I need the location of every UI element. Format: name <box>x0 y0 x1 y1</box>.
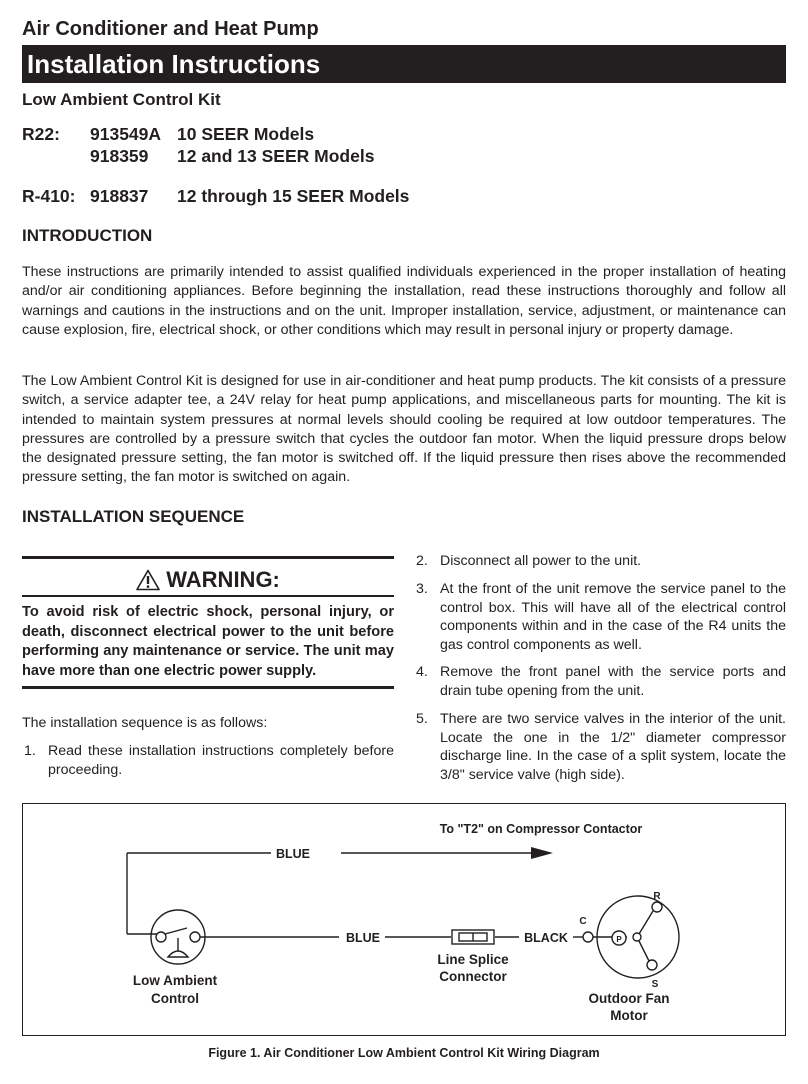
model-part-number: 918359 <box>90 146 149 166</box>
warning-rule-bottom <box>22 686 394 689</box>
wiring-diagram-frame <box>22 803 786 1036</box>
warning-title-row <box>22 567 394 595</box>
list-item <box>416 580 786 654</box>
arrow-head <box>531 847 553 859</box>
step-number: 4. <box>416 664 428 680</box>
warning-box <box>22 556 394 689</box>
step-text: Read these installation instructions completely before proceeding. <box>48 743 394 778</box>
wire-label-blue-mid: BLUE <box>345 931 381 945</box>
step-number: 2. <box>416 553 428 569</box>
model-description: 12 through 15 SEER Models <box>177 186 410 206</box>
warning-triangle-icon <box>136 567 166 592</box>
wire-label-blue-top: BLUE <box>275 847 311 861</box>
to-compressor-contactor-label: To "T2" on Compressor Contactor <box>439 822 643 836</box>
model-description: 10 SEER Models <box>177 124 315 144</box>
list-item <box>416 710 786 784</box>
model-refrigerant: R-410: <box>22 186 76 206</box>
introduction-paragraph-1: These instructions are primarily intended to assist qualified individuals experienced in the proper installation of heating and/or air conditioning appliances. Before beginning the installation, read these instructions thoroughly and follow all warnings and cautions in the instructions and on the unit. Improper installation, service, adjustment, or maintenance can cause explosion, fire, electrical shock, or other conditions which may result in personal injury or property damage. <box>22 264 786 338</box>
terminal-label-s: S <box>651 979 659 990</box>
line-splice-label-2: Connector <box>439 969 507 984</box>
low-ambient-control-label-1: Low Ambient <box>132 973 218 988</box>
installation-sequence-heading: INSTALLATION SEQUENCE <box>22 507 245 526</box>
list-item <box>416 552 786 571</box>
model-part-number: 918837 <box>90 186 149 206</box>
warning-text: To avoid risk of electric shock, personal injury, or death, disconnect electrical power to the unit before performing any maintenance or service. The unit may have more than one electric power supply. <box>22 604 394 680</box>
introduction-paragraph-2: The Low Ambient Control Kit is designed for use in air-conditioner and heat pump products. The kit consists of a pressure switch, a service adapter tee, a 24V relay for heat pump applications, and miscellaneous parts for mounting. The kit is intended to maintain system pressures at normal levels should cooling be required at low outdoor temperatures. The pressures are controlled by a pressure switch that cycles the outdoor fan motor. When the liquid pressure drops below the designated pressure setting, the fan motor is switched off. If the liquid pressure then rises above the recommended pressure setting, the fan motor is switched on again. <box>22 373 786 486</box>
figure-caption: Figure 1. Air Conditioner Low Ambient Control Kit Wiring Diagram <box>208 1046 600 1060</box>
step-text: Disconnect all power to the unit. <box>440 553 642 569</box>
introduction-heading: INTRODUCTION <box>22 226 153 245</box>
outdoor-fan-motor-label-2: Motor <box>610 1008 648 1023</box>
document-category-title: Air Conditioner and Heat Pump <box>22 18 319 40</box>
warning-rule-mid <box>22 595 394 597</box>
list-item <box>24 742 394 779</box>
model-refrigerant: R22: <box>22 124 60 144</box>
model-description: 12 and 13 SEER Models <box>177 146 375 166</box>
title-banner <box>22 45 786 83</box>
terminal-label-c: C <box>579 916 587 927</box>
step-text: At the front of the unit remove the service panel to the control box. This will have all of the electrical control components within and in the case of the R4 units the gas control components as well. <box>440 581 786 653</box>
model-part-number: 913549A <box>90 124 162 144</box>
line-splice-label-1: Line Splice <box>437 952 509 967</box>
low-ambient-control-label-2: Control <box>151 991 199 1006</box>
sequence-intro: The installation sequence is as follows: <box>22 715 268 731</box>
outdoor-fan-motor-label-1: Outdoor Fan <box>588 991 670 1006</box>
wiring-diagram <box>23 804 785 1035</box>
terminal-label-p: P <box>616 935 622 944</box>
list-item <box>416 663 786 700</box>
kit-name: Low Ambient Control Kit <box>22 90 221 109</box>
step-number: 5. <box>416 711 428 727</box>
wire-label-black: BLACK <box>524 931 568 945</box>
step-text: There are two service valves in the interior of the unit. Locate the one in the 1/2" diameter compressor discharge line. In the case of a split system, locate the 3/8" service valve (high side). <box>440 711 786 783</box>
terminal-label-r: R <box>653 891 661 902</box>
banner-title: Installation Instructions <box>27 49 321 79</box>
step-number: 3. <box>416 581 428 597</box>
step-text: Remove the front panel with the service ports and drain tube opening from the unit. <box>440 664 786 699</box>
step-number: 1. <box>24 743 36 759</box>
warning-rule-top <box>22 556 394 559</box>
warning-title: WARNING: <box>166 567 280 592</box>
